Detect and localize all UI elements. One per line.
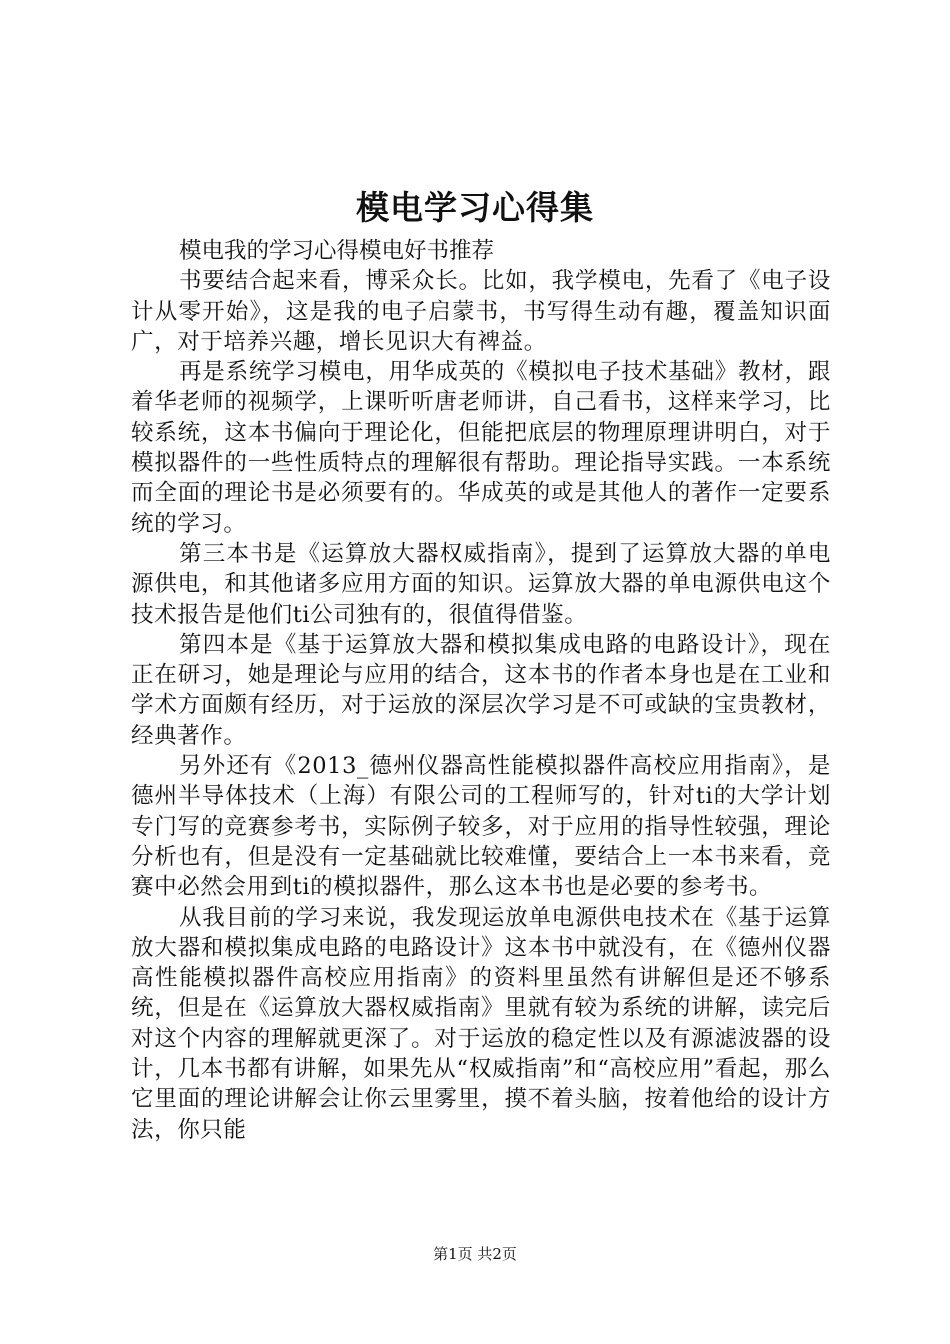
paragraph: 第四本是《基于运算放大器和模拟集成电路的电路设计》，现在正在研习，她是理论与应用的结合，这本书的作者本身也是在工业和学术方面颇有经历，对于运放的深层次学习是不可或缺的宝贵教材，经典著作。 xyxy=(131,631,831,749)
paragraph: 从我目前的学习来说，我发现运放单电源供电技术在《基于运算放大器和模拟集成电路的电路设计》这本书中就没有，在《德州仪器高性能模拟器件高校应用指南》的资料里虽然有讲解但是还不够系统，但是在《运算放大器权威指南》里就有较为系统的讲解，读完后对这个内容的理解就更深了。对于运放的稳定性以及有源滤波器的设计，几本书都有讲解，如果先从“权威指南”和“高校应用”看起，那么它里面的理论讲解会让你云里雾里，摸不着头脑，按着他给的设计方法，你只能 xyxy=(131,904,831,1143)
paragraph: 书要结合起来看，博采众长。比如，我学模电，先看了《电子设计从零开始》，这是我的电子启蒙书，书写得生动有趣，覆盖知识面广，对于培养兴趣，增长见识大有裨益。 xyxy=(131,268,831,355)
document-body xyxy=(131,236,831,1145)
document-subtitle: 模电我的学习心得模电好书推荐 xyxy=(179,238,495,264)
page-number-footer: 第1页 共2页 xyxy=(433,1245,517,1263)
paragraph: 第三本书是《运算放大器权威指南》，提到了运算放大器的单电源供电，和其他诸多应用方面的知识。运算放大器的单电源供电这个技术报告是他们ti公司独有的，很值得借鉴。 xyxy=(131,540,831,628)
paragraph: 再是系统学习模电，用华成英的《模拟电子技术基础》教材，跟着华老师的视频学，上课听听唐老师讲，自己看书，这样来学习，比较系统，这本书偏向于理论化，但能把底层的物理原理讲明白，对于模拟器件的一些性质特点的理解很有帮助。理论指导实践。一本系统而全面的理论书是必须要有的。华成英的或是其他人的著作一定要系统的学习。 xyxy=(131,359,831,537)
paragraph: 另外还有《2013_德州仪器高性能模拟器件高校应用指南》，是德州半导体技术（上海）有限公司的工程师写的，针对ti的大学计划专门写的竞赛参考书，实际例子较多，对于应用的指导性较强，理论分析也有，但是没有一定基础就比较难懂，要结合上一本书来看，竞赛中必然会用到ti的模拟器件，那么这本书也是必要的参考书。 xyxy=(131,753,831,901)
document-title: 模电学习心得集 xyxy=(356,188,594,227)
